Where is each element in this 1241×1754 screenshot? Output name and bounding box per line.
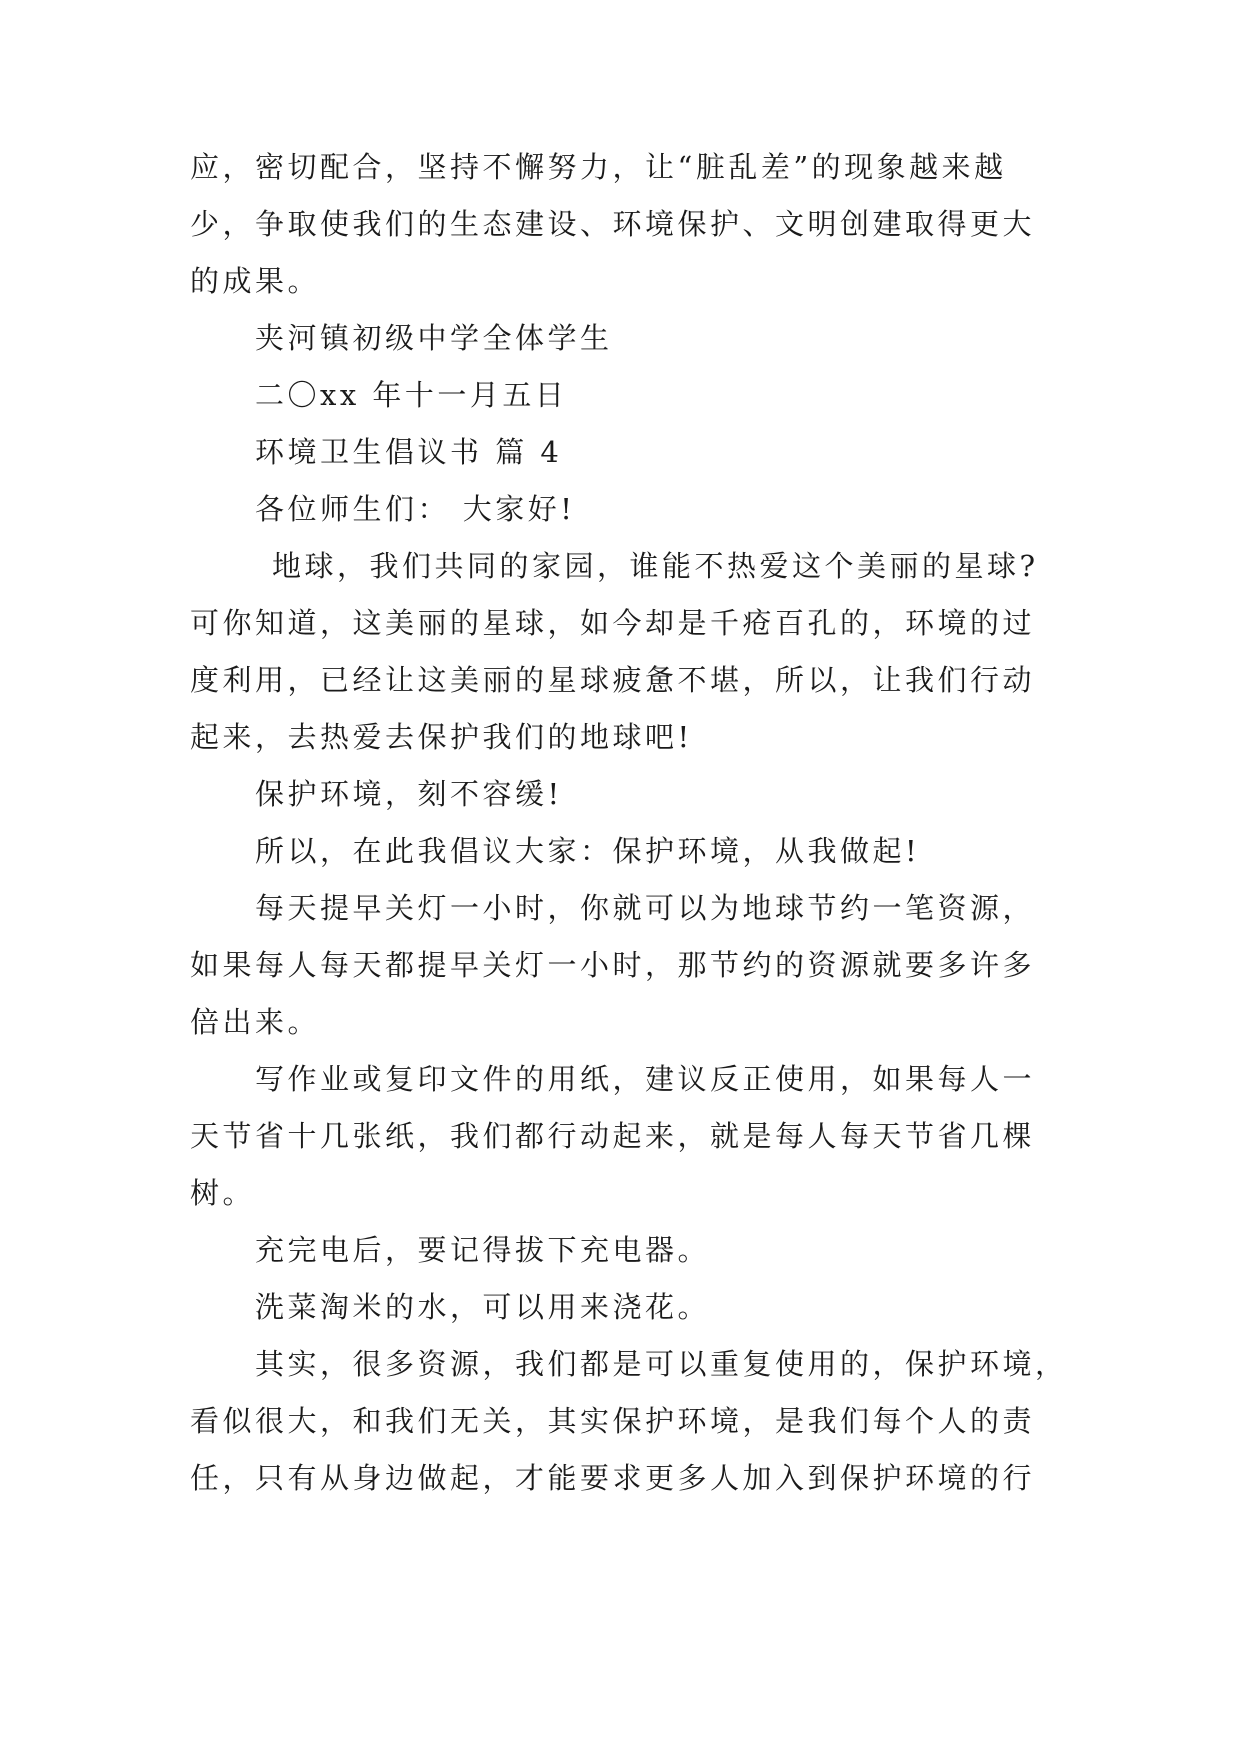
text-line: 所以，在此我倡议大家：保护环境，从我做起! <box>255 834 921 868</box>
text-line: 看似很大，和我们无关，其实保护环境，是我们每个人的责 <box>190 1404 1036 1438</box>
text-line: 应，密切配合，坚持不懈努力，让“脏乱差”的现象越来越 <box>190 150 1007 184</box>
text-line: 保护环境，刻不容缓! <box>255 777 563 811</box>
text-line: 充完电后，要记得拔下充电器。 <box>255 1233 711 1267</box>
text-line: 度利用，已经让这美丽的星球疲惫不堪，所以，让我们行动 <box>190 663 1036 697</box>
text-line: 其实，很多资源，我们都是可以重复使用的，保护环境， <box>255 1347 1068 1381</box>
date-line: 二〇xx 年十一月五日 <box>255 378 568 412</box>
signature-line: 夹河镇初级中学全体学生 <box>255 321 613 355</box>
text-line: 任，只有从身边做起，才能要求更多人加入到保护环境的行 <box>190 1461 1036 1495</box>
text-line: 每天提早关灯一小时，你就可以为地球节约一笔资源， <box>255 891 1036 925</box>
text-line: 地球，我们共同的家园，谁能不热爱这个美丽的星球? <box>272 549 1039 583</box>
text-line: 树。 <box>190 1176 256 1210</box>
text-line: 天节省十几张纸，我们都行动起来，就是每人每天节省几棵 <box>190 1119 1036 1153</box>
text-line: 洗菜淘米的水，可以用来浇花。 <box>255 1290 711 1324</box>
text-line: 起来，去热爱去保护我们的地球吧! <box>190 720 693 754</box>
text-line: 写作业或复印文件的用纸，建议反正使用，如果每人一 <box>255 1062 1036 1096</box>
section-heading: 环境卫生倡议书 篇 4 <box>255 435 563 469</box>
greeting-line: 各位师生们： 大家好! <box>255 492 576 526</box>
text-line: 倍出来。 <box>190 1005 321 1039</box>
text-line: 如果每人每天都提早关灯一小时，那节约的资源就要多许多 <box>190 948 1036 982</box>
text-line: 的成果。 <box>190 264 321 298</box>
text-line: 可你知道，这美丽的星球，如今却是千疮百孔的，环境的过 <box>190 606 1036 640</box>
text-line: 少，争取使我们的生态建设、环境保护、文明创建取得更大 <box>190 207 1036 241</box>
